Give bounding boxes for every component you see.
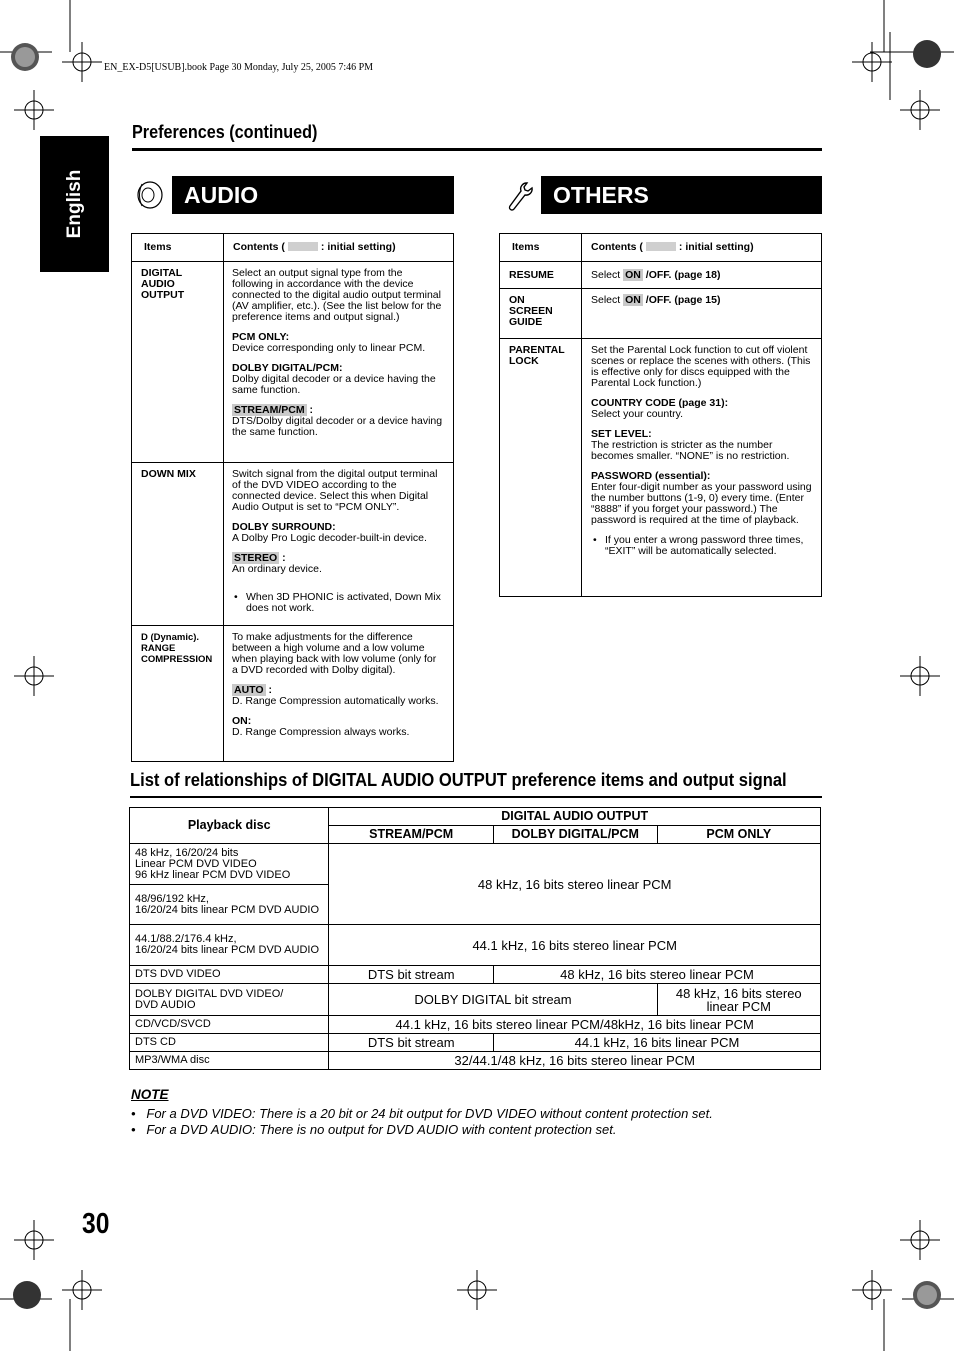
table-row bbox=[130, 1052, 821, 1070]
contents-parental-lock: Set the Parental Lock function to cut off violent scenes or replace the scenes with others. (This is effective only for discs equipped with the Parental Lock function.) COUNTRY CODE (page 31): Select your country. SET LEVEL: The restriction is stricter as the number becomes smaller. “NONE” is no restriction. PASSWORD (essential): Enter four-digit number as your password using the number buttons (1-9, 0) every time. (Enter “8888” if you forget your password.) The password is required at the time of playback. • If you enter a wrong password three times, “EXIT” will be automatically selected. bbox=[582, 339, 822, 597]
output-cell: 44.1 kHz, 16 bits stereo linear PCM bbox=[329, 925, 821, 966]
disc-cell: MP3/WMA disc bbox=[130, 1052, 329, 1070]
initial-setting-swatch bbox=[646, 242, 676, 251]
section-rule bbox=[132, 148, 822, 151]
table-row bbox=[132, 463, 454, 626]
initial-setting-highlight: AUTO bbox=[234, 684, 264, 696]
output-cell: DOLBY DIGITAL bit stream bbox=[329, 984, 657, 1016]
contents-down-mix: Switch signal from the digital output terminal of the DVD VIDEO according to the connected device. Select this when Digital Audio Output is set to “PCM ONLY”. DOLBY SURROUND: A Dolby Pro Logic decoder-built-in device. STEREO : An ordinary device. • When 3D PHONIC is activated, Down Mix does not work. bbox=[224, 463, 454, 626]
wrench-icon bbox=[505, 180, 535, 214]
output-cell: 48 kHz, 16 bits stereo linear PCM bbox=[494, 966, 821, 984]
header-digital-audio-output: DIGITAL AUDIO OUTPUT bbox=[329, 808, 821, 826]
table-header-row bbox=[130, 808, 821, 826]
bullet-note: • If you enter a wrong password three times, “EXIT” will be automatically selected. bbox=[591, 535, 813, 557]
item-range-compression: D (Dynamic). RANGE COMPRESSION bbox=[132, 626, 224, 762]
disc-cell: DOLBY DIGITAL DVD VIDEO/ DVD AUDIO bbox=[130, 984, 329, 1016]
audio-disc-icon bbox=[134, 178, 164, 212]
header-items: Items bbox=[500, 234, 582, 262]
initial-setting-highlight: STEREO bbox=[234, 552, 278, 564]
table-row bbox=[132, 262, 454, 463]
output-signal-table bbox=[129, 807, 821, 1070]
disc-cell: DTS CD bbox=[130, 1034, 329, 1052]
note-item: • For a DVD VIDEO: There is a 20 bit or 24 bit output for DVD VIDEO without content protection set. bbox=[131, 1106, 713, 1121]
book-header-note: EN_EX-D5[USUB].book Page 30 Monday, July 25, 2005 7:46 PM bbox=[104, 62, 374, 73]
disc-cell: 44.1/88.2/176.4 kHz, 16/20/24 bits linear PCM DVD AUDIO bbox=[130, 925, 329, 966]
table-row bbox=[130, 1016, 821, 1034]
header-stream-pcm: STREAM/PCM bbox=[329, 826, 494, 844]
header-items: Items bbox=[132, 234, 224, 262]
output-cell: 44.1 kHz, 16 bits linear PCM bbox=[494, 1034, 821, 1052]
header-contents: Contents ( : initial setting) bbox=[582, 234, 822, 262]
note-heading: NOTE bbox=[131, 1087, 169, 1102]
output-cell: DTS bit stream bbox=[329, 1034, 494, 1052]
initial-setting-highlight: ON bbox=[625, 268, 641, 281]
item-resume: RESUME bbox=[500, 262, 582, 289]
output-cell: 48 kHz, 16 bits stereo linear PCM bbox=[329, 844, 821, 925]
table-row bbox=[130, 844, 821, 885]
output-cell: 44.1 kHz, 16 bits stereo linear PCM/48kHz, 16 bits linear PCM bbox=[329, 1016, 821, 1034]
section-title: Preferences (continued) bbox=[132, 122, 318, 142]
table-row bbox=[130, 925, 821, 966]
table-row bbox=[500, 289, 822, 339]
item-down-mix: DOWN MIX bbox=[132, 463, 224, 626]
initial-setting-swatch bbox=[288, 242, 318, 251]
contents-on-screen-guide: Select ON /OFF. (page 15) bbox=[582, 289, 822, 339]
contents-digital-audio-output: Select an output signal type from the following in accordance with the device connected to the digital audio output terminal (AV amplifier, etc.). (See the list below for the preference items and output signal.) PCM ONLY: Device corresponding only to linear PCM. DOLBY DIGITAL/PCM: Dolby digital decoder or a device having the same function. STREAM/PCM : DTS/Dolby digital decoder or a device having the same function. bbox=[224, 262, 454, 463]
disc-cell: CD/VCD/SVCD bbox=[130, 1016, 329, 1034]
disc-cell: 48 kHz, 16/20/24 bits Linear PCM DVD VIDEO 96 kHz linear PCM DVD VIDEO bbox=[130, 844, 329, 885]
language-tab: English bbox=[40, 136, 109, 272]
initial-setting-highlight: STREAM/PCM bbox=[234, 404, 305, 416]
item-parental-lock: PARENTAL LOCK bbox=[500, 339, 582, 597]
table-row bbox=[500, 262, 822, 289]
output-cell: DTS bit stream bbox=[329, 966, 494, 984]
initial-setting-highlight: ON bbox=[625, 294, 641, 306]
audio-table bbox=[131, 233, 454, 762]
header-contents: Contents ( : initial setting) bbox=[224, 234, 454, 262]
list-title: List of relationships of DIGITAL AUDIO OUTPUT preference items and output signal bbox=[130, 770, 787, 790]
header-pcm-only: PCM ONLY bbox=[657, 826, 820, 844]
list-rule bbox=[130, 796, 822, 798]
contents-range-compression: To make adjustments for the difference between a high volume and a low volume when playing back with low volume (only for a DVD recorded with Dolby digital). AUTO : D. Range Compression automatically works. ON: D. Range Compression always works. bbox=[224, 626, 454, 762]
table-row bbox=[130, 966, 821, 984]
output-cell: 48 kHz, 16 bits stereo linear PCM bbox=[657, 984, 820, 1016]
disc-cell: 48/96/192 kHz, 16/20/24 bits linear PCM DVD AUDIO bbox=[130, 885, 329, 925]
audio-banner: AUDIO bbox=[172, 176, 454, 214]
table-row bbox=[500, 339, 822, 597]
others-banner: OTHERS bbox=[541, 176, 822, 214]
contents-resume: Select ON /OFF. (page 18) bbox=[582, 262, 822, 289]
header-dolby-digital-pcm: DOLBY DIGITAL/PCM bbox=[494, 826, 658, 844]
item-digital-audio-output: DIGITAL AUDIO OUTPUT bbox=[132, 262, 224, 463]
table-row bbox=[130, 1034, 821, 1052]
table-row bbox=[130, 984, 821, 1016]
bullet-note: • When 3D PHONIC is activated, Down Mix does not work. bbox=[232, 592, 445, 614]
disc-cell: DTS DVD VIDEO bbox=[130, 966, 329, 984]
header-playback-disc: Playback disc bbox=[130, 808, 329, 844]
output-cell: 32/44.1/48 kHz, 16 bits stereo linear PCM bbox=[329, 1052, 821, 1070]
table-row bbox=[132, 626, 454, 762]
note-item: • For a DVD AUDIO: There is no output for DVD AUDIO with content protection set. bbox=[131, 1122, 617, 1137]
item-on-screen-guide: ON SCREEN GUIDE bbox=[500, 289, 582, 339]
table-header-row bbox=[500, 234, 822, 262]
page-number: 30 bbox=[82, 1208, 110, 1240]
others-table bbox=[499, 233, 822, 597]
table-header-row bbox=[132, 234, 454, 262]
